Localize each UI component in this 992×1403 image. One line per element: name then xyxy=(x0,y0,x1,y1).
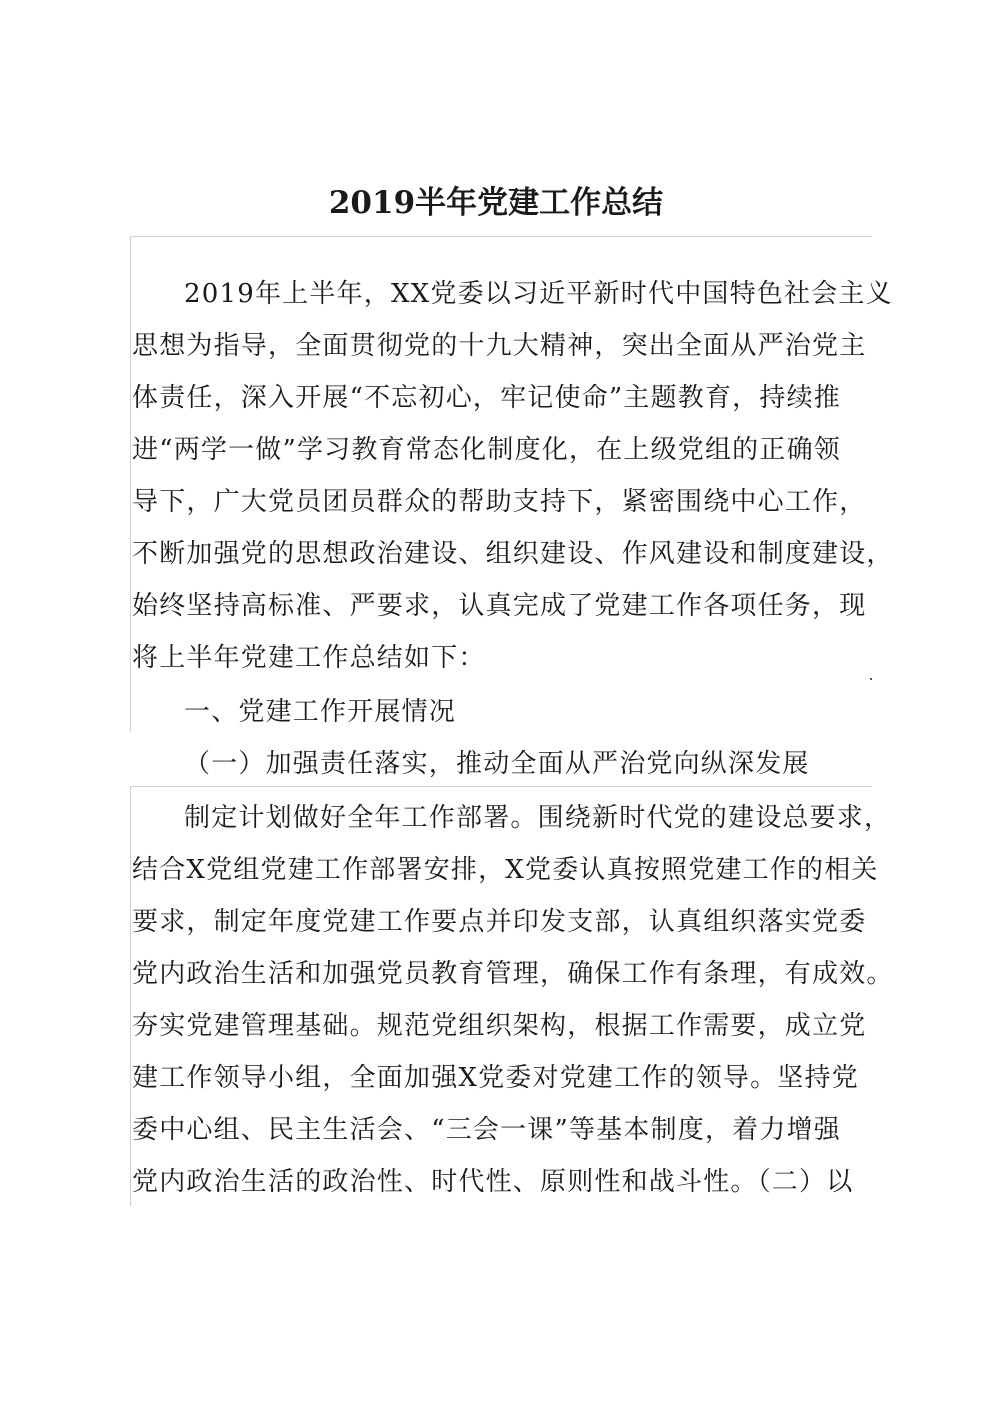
paragraph-line-9: 制定计划做好全年工作部署。围绕新时代党的建设总要求， xyxy=(184,803,892,833)
paragraph-line-11: 要求，制定年度党建工作要点并印发支部，认真组织落实党委 xyxy=(132,907,867,937)
paragraph-line-3: 体责任，深入开展“不忘初心，牢记使命”主题教育，持续推 xyxy=(132,383,841,413)
rule-left-upper xyxy=(130,236,131,732)
subsection-heading-1: （一）加强责任落实，推动全面从严治党向纵深发展 xyxy=(184,749,810,779)
paragraph-line-10: 结合X党组党建工作部署安排，X党委认真按照党建工作的相关 xyxy=(132,855,879,885)
paragraph-line-15: 委中心组、民主生活会、“三会一课”等基本制度，着力增强 xyxy=(132,1115,841,1145)
paragraph-line-13: 夯实党建管理基础。规范党组织架构，根据工作需要，成立党 xyxy=(132,1011,867,1041)
paragraph-line-5: 导下，广大党员团员群众的帮助支持下，紧密围绕中心工作， xyxy=(132,487,867,517)
paragraph-line-8: 将上半年党建工作总结如下： xyxy=(132,643,486,673)
paragraph-line-7: 始终坚持高标准、严要求，认真完成了党建工作各项任务，现 xyxy=(132,591,867,621)
paragraph-line-12: 党内政治生活和加强党员教育管理，确保工作有条理，有成效。 xyxy=(132,959,894,989)
paragraph-line-2: 思想为指导，全面贯彻党的十九大精神，突出全面从严治党主 xyxy=(132,331,867,361)
paragraph-line-16: 党内政治生活的政治性、时代性、原则性和战斗性。（二）以 xyxy=(132,1167,854,1197)
rule-top xyxy=(130,236,872,237)
paragraph-line-14: 建工作领导小组，全面加强X党委对党建工作的领导。坚持党 xyxy=(132,1063,859,1093)
section-heading-1: 一、党建工作开展情况 xyxy=(184,697,457,727)
paragraph-line-1: 2019年上半年，XX党委以习近平新时代中国特色社会主义 xyxy=(184,279,893,309)
rule-left-lower xyxy=(130,786,131,1206)
document-title: 2019半年党建工作总结 xyxy=(328,185,664,221)
paragraph-line-6: 不断加强党的思想政治建设、组织建设、作风建设和制度建设， xyxy=(132,539,894,569)
paragraph-line-4: 进“两学一做”学习教育常态化制度化，在上级党组的正确领 xyxy=(132,435,841,465)
